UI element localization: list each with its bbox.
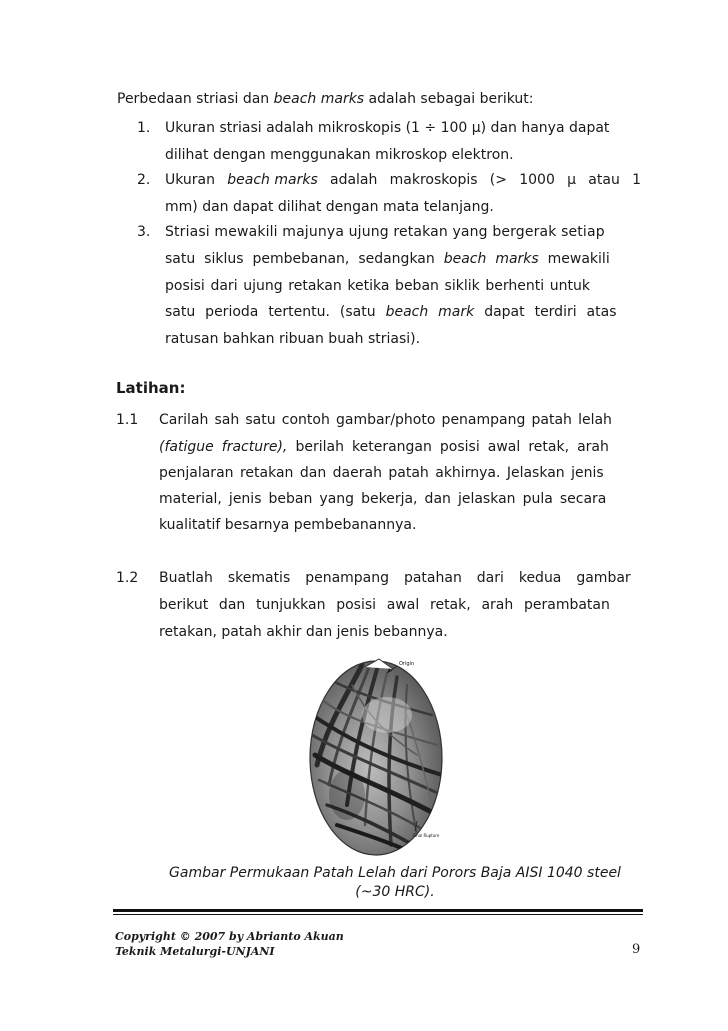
exercise-number: 1.1 bbox=[116, 412, 139, 428]
exercise-number: 1.2 bbox=[116, 570, 139, 586]
list-item-2-line1: Ukuran beach marks adalah makroskopis (> 1000 µ atau 1 bbox=[165, 172, 641, 188]
page-number: 9 bbox=[632, 942, 641, 957]
exercise-1-line5: kualitatif besarnya pembebanannya. bbox=[159, 517, 417, 533]
list-item-1-line1: Ukuran striasi adalah mikroskopis (1 ÷ 100 µ) dan hanya dapat bbox=[165, 120, 610, 136]
list-item-3-line5: ratusan bahkan ribuan buah striasi). bbox=[165, 331, 421, 347]
list-item-2-line2: mm) dan dapat dilihat dengan mata telanjang. bbox=[165, 199, 494, 215]
footer-divider bbox=[113, 909, 643, 912]
list-item-3-line4: satu perioda tertentu. (satu beach mark dapat terdiri atas bbox=[165, 304, 617, 320]
footer-copyright: Copyright © 2007 by Abrianto Akuan bbox=[115, 930, 344, 943]
section-heading: Latihan: bbox=[116, 379, 186, 397]
origin-label: Origin bbox=[399, 661, 415, 667]
exercise-1-line3: penjalaran retakan dan daerah patah akhirnya. Jelaskan jenis bbox=[159, 465, 604, 481]
figure-caption-line2: (~30 HRC). bbox=[355, 884, 435, 900]
fracture-surface-photo bbox=[307, 655, 445, 856]
final-rupture-label: Final Rupture bbox=[413, 833, 440, 838]
exercise-1-line4: material, jenis beban yang bekerja, dan jelaskan pula secara bbox=[159, 491, 607, 507]
exercise-1-line1: Carilah sah satu contoh gambar/photo penampang patah lelah bbox=[159, 412, 612, 428]
exercise-2-line3: retakan, patah akhir dan jenis bebannya. bbox=[159, 624, 448, 640]
list-item-3-line1: Striasi mewakili majunya ujung retakan yang bergerak setiap bbox=[165, 224, 605, 240]
list-item-3-line2: satu siklus pembebanan, sedangkan beach marks mewakili bbox=[165, 251, 610, 267]
list-number: 2. bbox=[137, 172, 151, 188]
list-item-1-line2: dilihat dengan menggunakan mikroskop elektron. bbox=[165, 147, 514, 163]
list-number: 3. bbox=[137, 224, 151, 240]
list-number: 1. bbox=[137, 120, 151, 136]
list-item-3-line3: posisi dari ujung retakan ketika beban siklik berhenti untuk bbox=[165, 278, 590, 294]
intro-text: Perbedaan striasi dan beach marks adalah sebagai berikut: bbox=[117, 91, 534, 107]
exercise-1-line2: (fatigue fracture), berilah keterangan posisi awal retak, arah bbox=[159, 439, 609, 455]
footer-institution: Teknik Metalurgi-UNJANI bbox=[115, 945, 275, 958]
footer-divider-thin bbox=[113, 914, 643, 915]
exercise-2-line1: Buatlah skematis penampang patahan dari kedua gambar bbox=[159, 570, 631, 586]
exercise-2-line2: berikut dan tunjukkan posisi awal retak, arah perambatan bbox=[159, 597, 610, 613]
figure-caption-line1: Gambar Permukaan Patah Lelah dari Porors Baja AISI 1040 steel bbox=[169, 865, 621, 881]
